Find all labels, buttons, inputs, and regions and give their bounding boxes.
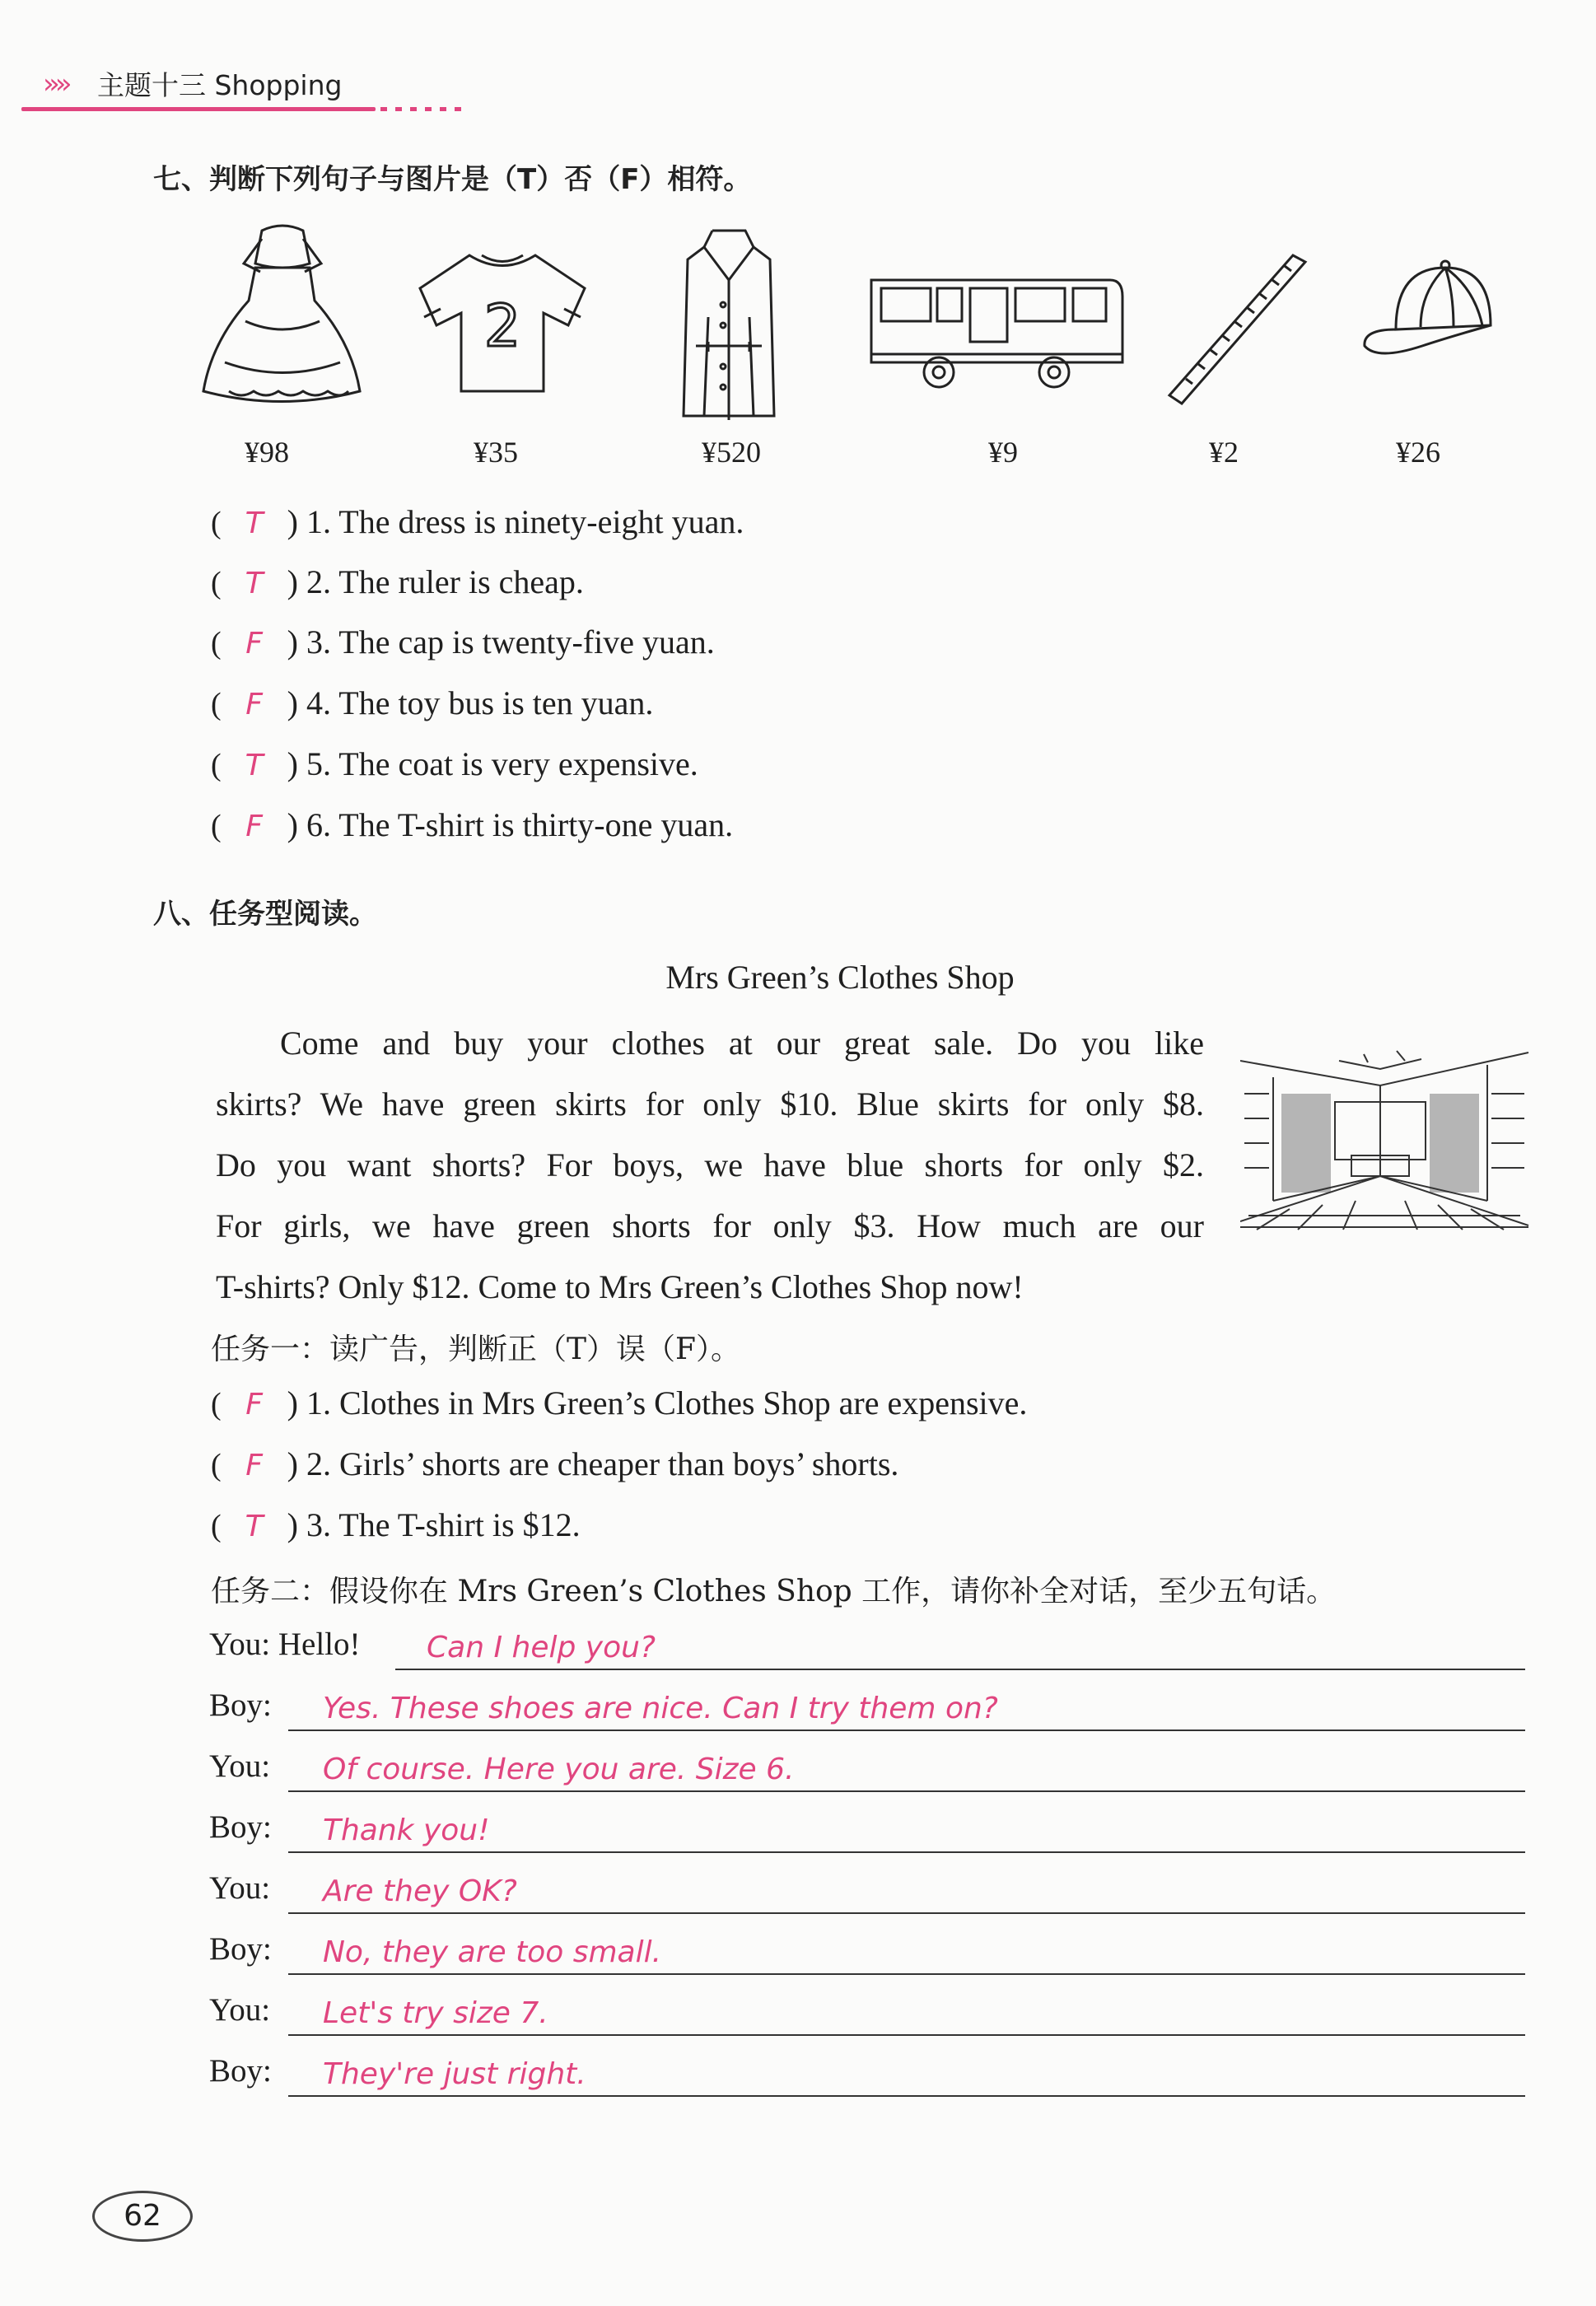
answer-mark: T xyxy=(245,1510,264,1543)
ad-paragraph xyxy=(216,1013,1204,1318)
header-underline xyxy=(21,107,376,111)
header-arrow-icon: »» xyxy=(43,68,68,100)
answer-line xyxy=(288,1973,1525,1975)
list-item: ( F ) 1. Clothes in Mrs Green’s Clothes Shop are expensive. xyxy=(211,1384,1028,1421)
answer-line xyxy=(288,1851,1525,1853)
coat-icon xyxy=(675,222,782,428)
shop-interior-image xyxy=(1240,1044,1530,1234)
list-item: ( T ) 3. The T-shirt is $12. xyxy=(211,1506,581,1543)
dialogue-speaker: You: xyxy=(209,1870,271,1906)
answer-mark: T xyxy=(245,567,264,600)
statement-text: ) 3. The cap is twenty-five yuan. xyxy=(287,623,715,661)
dialogue-answer: Let's try size 7. xyxy=(323,1996,548,2030)
dialogue-speaker: Boy: xyxy=(209,1809,272,1845)
answer-mark: F xyxy=(245,1388,264,1421)
list-item: ( F ) 3. The cap is twenty-five yuan. xyxy=(211,623,715,661)
answer-line xyxy=(395,1669,1525,1670)
answer-line xyxy=(288,2095,1525,2097)
answer-mark: F xyxy=(245,810,264,843)
section7-title: 七、判断下列句子与图片是（T）否（F）相符。 xyxy=(153,163,752,196)
answer-line xyxy=(288,1790,1525,1792)
ad-line: For girls, we have green shorts for only $3. How much are our xyxy=(216,1207,1204,1244)
dialogue-answer: Of course. Here you are. Size 6. xyxy=(323,1753,795,1786)
svg-text:2: 2 xyxy=(483,292,521,360)
dialogue-speaker: You: Hello! xyxy=(209,1627,361,1662)
price-bus: ¥9 xyxy=(988,436,1018,469)
bus-icon xyxy=(863,222,1127,420)
answer-mark: T xyxy=(245,506,264,540)
statement-text: ) 5. The coat is very expensive. xyxy=(287,745,698,782)
answer-mark: F xyxy=(245,1449,264,1482)
dialogue-speaker: You: xyxy=(209,1748,271,1784)
dialogue-answer: No, they are too small. xyxy=(323,1935,662,1969)
header-title: 主题十三 Shopping xyxy=(97,69,343,101)
page-number: 62 xyxy=(92,2191,193,2242)
list-item: ( F ) 2. Girls’ shorts are cheaper than boys’ shorts. xyxy=(211,1445,899,1482)
ad-line: Do you want shorts? For boys, we have blue shorts for only $2. xyxy=(216,1146,1204,1183)
price-cap: ¥26 xyxy=(1396,436,1440,469)
ad-line: T-shirts? Only $12. Come to Mrs Green’s Clothes Shop now! xyxy=(216,1268,1024,1305)
list-item: ( T ) 2. The ruler is cheap. xyxy=(211,563,584,600)
section8-title: 八、任务型阅读。 xyxy=(153,898,377,931)
dialogue-answer: They're just right. xyxy=(323,2057,586,2091)
answer-mark: T xyxy=(245,749,264,782)
statement-text: ) 1. The dress is ninety-eight yuan. xyxy=(287,503,744,540)
answer-line xyxy=(288,1730,1525,1731)
list-item: ( F ) 6. The T-shirt is thirty-one yuan. xyxy=(211,806,734,843)
shop-title: Mrs Green’s Clothes Shop xyxy=(665,959,1015,996)
dialogue-answer: Can I help you? xyxy=(427,1631,656,1664)
dialogue-answer: Thank you! xyxy=(323,1814,490,1847)
statement-text: ) 2. Girls’ shorts are cheaper than boys’ shorts. xyxy=(287,1445,899,1482)
task2-title: 任务二：假设你在 Mrs Green’s Clothes Shop 工作，请你补全对话，至少五句话。 xyxy=(211,1575,1337,1608)
dialogue-speaker: Boy: xyxy=(209,1687,272,1723)
dialogue-speaker: Boy: xyxy=(209,1931,272,1967)
cap-icon xyxy=(1359,222,1499,420)
dialogue-answer: Are they OK? xyxy=(323,1874,517,1908)
statement-text: ) 6. The T-shirt is thirty-one yuan. xyxy=(287,806,734,843)
price-ruler: ¥2 xyxy=(1209,436,1239,469)
statement-text: ) 2. The ruler is cheap. xyxy=(287,563,584,600)
dialogue-speaker: Boy: xyxy=(209,2053,272,2089)
list-item: ( F ) 4. The toy bus is ten yuan. xyxy=(211,684,654,721)
price-coat: ¥520 xyxy=(702,436,761,469)
task1-title: 任务一：读广告，判断正（T）误（F）。 xyxy=(211,1333,740,1366)
answer-line xyxy=(288,1912,1525,1914)
list-item: ( T ) 5. The coat is very expensive. xyxy=(211,745,698,782)
statement-text: ) 1. Clothes in Mrs Green’s Clothes Shop are expensive. xyxy=(287,1384,1028,1421)
answer-mark: F xyxy=(245,688,264,721)
ruler-icon xyxy=(1161,222,1309,420)
dialogue-speaker: You: xyxy=(209,1992,271,2028)
list-item: ( T ) 1. The dress is ninety-eight yuan. xyxy=(211,503,744,540)
price-dress: ¥98 xyxy=(245,436,289,469)
answer-line xyxy=(288,2034,1525,2036)
ad-line: Come and buy your clothes at our great sale. Do you like xyxy=(280,1025,1204,1062)
statement-text: ) 3. The T-shirt is $12. xyxy=(287,1506,581,1543)
ad-line: skirts? We have green skirts for only $10. Blue skirts for only $8. xyxy=(216,1085,1204,1123)
tshirt-icon xyxy=(404,222,601,420)
dialogue-answer: Yes. These shoes are nice. Can I try them on? xyxy=(323,1692,998,1725)
header-dots xyxy=(380,107,463,111)
price-tshirt: ¥35 xyxy=(474,436,518,469)
dress-icon xyxy=(196,222,369,420)
answer-mark: F xyxy=(245,627,264,661)
statement-text: ) 4. The toy bus is ten yuan. xyxy=(287,684,654,721)
